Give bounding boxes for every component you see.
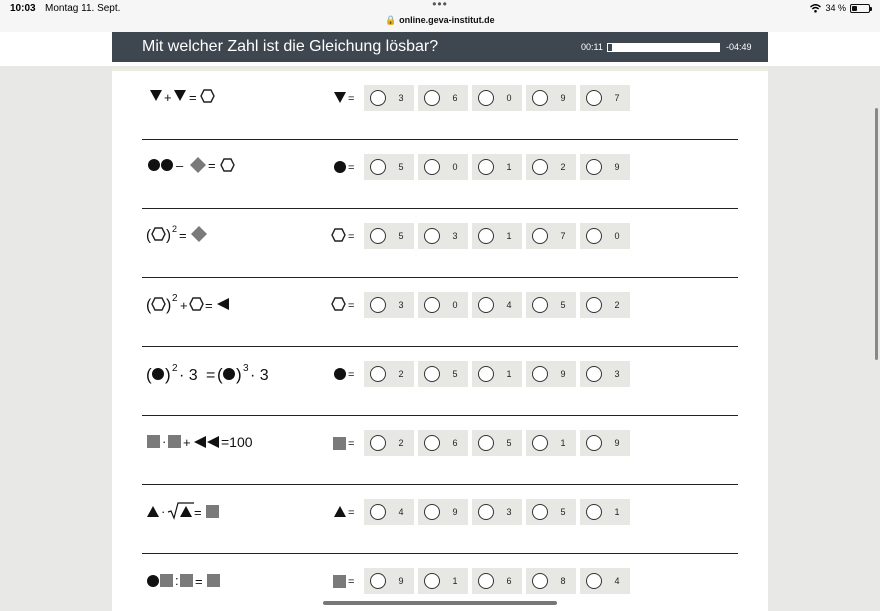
answer-option[interactable]: 8 [526,568,576,594]
status-bar [0,0,880,32]
radio-button[interactable] [424,159,440,175]
radio-button[interactable] [532,228,548,244]
svg-text:· 3: · 3 [179,367,198,384]
radio-button[interactable] [370,159,386,175]
answer-option[interactable]: 0 [580,223,630,249]
answer-option[interactable]: 3 [580,361,630,387]
equation-7 [142,485,322,537]
answer-option[interactable]: 2 [364,430,414,456]
target-symbol [302,292,358,318]
answer-option[interactable]: 2 [526,154,576,180]
answer-option[interactable]: 9 [580,154,630,180]
answer-option[interactable]: 7 [580,85,630,111]
svg-text:): ) [166,227,171,244]
radio-button[interactable] [586,573,602,589]
tri-down-icon [150,90,162,101]
svg-text:=: = [348,162,355,174]
target-symbol [302,361,358,387]
radio-button[interactable] [586,159,602,175]
equation-1 [142,71,322,123]
lock-icon: 🔒 [385,15,397,25]
answer-option[interactable]: 6 [472,568,522,594]
answer-option[interactable]: 0 [418,292,468,318]
radio-button[interactable] [370,297,386,313]
svg-text:·: · [161,504,166,519]
svg-text:=: = [194,505,202,520]
radio-button[interactable] [478,297,494,313]
radio-button[interactable] [370,228,386,244]
radio-button[interactable] [532,90,548,106]
radio-button[interactable] [586,366,602,382]
equation-row-6 [142,416,738,485]
radio-button[interactable] [370,573,386,589]
answer-option[interactable]: 1 [418,568,468,594]
equation-5 [142,347,322,399]
url-text: online.geva-institut.de [399,15,495,25]
answer-option[interactable]: 5 [526,499,576,525]
answer-option[interactable]: 6 [418,85,468,111]
radio-button[interactable] [370,366,386,382]
answer-option[interactable]: 9 [526,85,576,111]
answer-option[interactable]: 5 [364,223,414,249]
answer-option[interactable]: 9 [526,361,576,387]
answer-options [364,499,630,525]
radio-button[interactable] [532,366,548,382]
hexagon-icon [201,90,214,102]
radio-button[interactable] [370,504,386,520]
answer-option[interactable]: 9 [418,499,468,525]
answer-option[interactable]: 2 [364,361,414,387]
svg-text:=: = [348,576,355,588]
time-elapsed: 00:11 [581,42,603,52]
radio-button[interactable] [370,435,386,451]
answer-option[interactable]: 9 [364,568,414,594]
answer-option[interactable]: 5 [472,430,522,456]
answer-option[interactable]: 3 [364,85,414,111]
svg-text:+: + [164,90,172,105]
target-symbol [302,154,358,180]
equation-row-1 [142,71,738,140]
answer-option[interactable]: 5 [364,154,414,180]
equation-6 [142,416,322,468]
target-symbol [302,85,358,111]
status-right [810,3,870,13]
radio-button[interactable] [424,504,440,520]
equation-row-4 [142,278,738,347]
svg-text:=: = [348,300,355,312]
answer-options [364,568,630,594]
svg-text:+: + [180,298,188,313]
svg-text:2: 2 [172,224,178,234]
equation-4 [142,278,322,330]
svg-text:(: ( [146,365,152,384]
equation-3 [142,209,322,261]
clock: 10:03 [10,3,36,14]
svg-text:=: = [205,298,213,313]
svg-text:): ) [166,297,172,314]
scrollbar[interactable] [875,108,878,360]
radio-button[interactable] [424,573,440,589]
svg-text:(: ( [146,227,151,244]
target-symbol [302,223,358,249]
radio-button[interactable] [424,435,440,451]
svg-text:=: = [348,231,355,243]
svg-text::: : [175,573,179,588]
radio-button[interactable] [478,228,494,244]
svg-text:): ) [236,365,242,384]
radio-button[interactable] [586,90,602,106]
radio-button[interactable] [370,90,386,106]
target-symbol [302,499,358,525]
radio-button[interactable] [478,159,494,175]
answer-options [364,292,630,318]
svg-text:=: = [179,228,187,243]
answer-option[interactable]: 0 [472,85,522,111]
radio-button[interactable] [532,435,548,451]
question-title: Mit welcher Zahl ist die Gleichung lösbar? [142,38,439,55]
answer-option[interactable]: 9 [580,430,630,456]
radio-button[interactable] [478,504,494,520]
date: Montag 11. Sept. [45,3,121,14]
target-symbol [302,430,358,456]
svg-text:=: = [195,574,203,589]
svg-text:2: 2 [172,363,178,374]
radio-button[interactable] [586,228,602,244]
answer-option[interactable]: 1 [526,430,576,456]
answer-options [364,361,630,387]
svg-text:2: 2 [172,293,178,304]
radio-button[interactable] [586,504,602,520]
equation-row-5 [142,347,738,416]
answer-option[interactable]: 4 [364,499,414,525]
time-remaining: -04:49 [726,42,752,52]
radio-button[interactable] [586,435,602,451]
answer-option[interactable]: 3 [418,223,468,249]
equation-row-7 [142,485,738,554]
target-symbol [302,568,358,594]
tri-down-icon [174,90,186,101]
svg-text:(: ( [146,297,152,314]
answer-option[interactable]: 1 [472,154,522,180]
answer-options [364,85,630,111]
svg-text:·: · [162,434,167,449]
radio-button[interactable] [532,504,548,520]
answer-option[interactable]: 7 [526,223,576,249]
answer-option[interactable]: 5 [526,292,576,318]
equation-2 [142,140,322,192]
svg-text:=: = [348,369,355,381]
radio-button[interactable] [424,366,440,382]
svg-text:=: = [348,438,355,450]
question-header [112,32,768,62]
time-progress-bar [607,43,720,52]
answer-options [364,430,630,456]
svg-text:+: + [183,435,191,450]
answer-option[interactable]: 3 [472,499,522,525]
svg-text:=: = [206,367,216,384]
svg-text:=: = [348,93,355,105]
equation-row-2 [142,140,738,209]
radio-button[interactable] [532,573,548,589]
battery-percent: 34 % [825,3,846,13]
answer-option[interactable]: 1 [472,361,522,387]
answer-option[interactable]: 4 [580,568,630,594]
svg-text:=100: =100 [221,434,253,450]
radio-button[interactable] [478,366,494,382]
radio-button[interactable] [478,573,494,589]
answer-option[interactable]: 2 [580,292,630,318]
wifi-icon [810,4,821,13]
answer-option[interactable]: 0 [418,154,468,180]
svg-text:(: ( [217,365,223,384]
equation-8 [142,554,322,606]
battery-icon [850,4,870,13]
radio-button[interactable] [424,297,440,313]
radio-button[interactable] [424,90,440,106]
answer-option[interactable]: 6 [418,430,468,456]
svg-text:–: – [176,158,184,173]
answer-options [364,154,630,180]
svg-text:): ) [165,365,171,384]
answer-option[interactable]: 1 [580,499,630,525]
svg-text:3: 3 [243,363,249,374]
answer-options [364,223,630,249]
radio-button[interactable] [532,159,548,175]
radio-button[interactable] [424,228,440,244]
radio-button[interactable] [532,297,548,313]
url-bar[interactable] [0,15,880,26]
svg-text:=: = [189,90,197,105]
question-panel [112,68,768,611]
answer-option[interactable]: 4 [472,292,522,318]
radio-button[interactable] [478,90,494,106]
answer-option[interactable]: 1 [472,223,522,249]
radio-button[interactable] [586,297,602,313]
svg-text:=: = [208,158,216,173]
equation-row-3 [142,209,738,278]
answer-option[interactable]: 5 [418,361,468,387]
answer-option[interactable]: 3 [364,292,414,318]
svg-text:· 3: · 3 [250,367,269,384]
radio-button[interactable] [478,435,494,451]
home-indicator[interactable] [323,601,557,605]
multitasking-dots[interactable]: ••• [432,0,448,11]
svg-text:=: = [348,507,355,519]
